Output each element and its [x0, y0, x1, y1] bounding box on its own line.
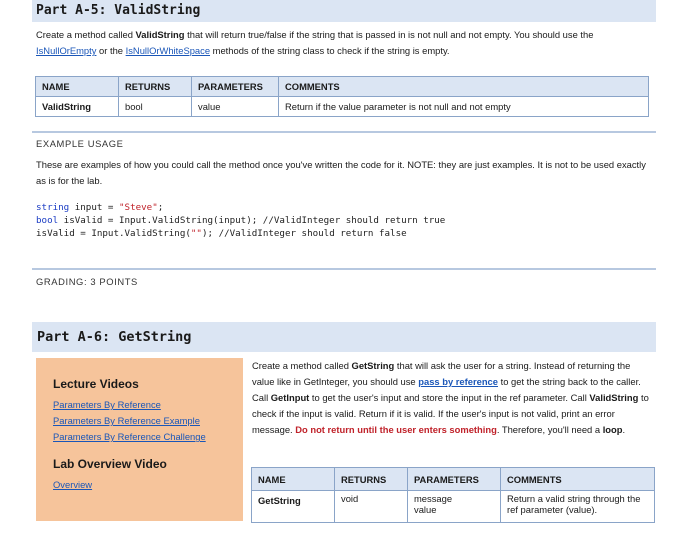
part-a6-header: Part A-6: GetString	[32, 322, 656, 352]
col-name: NAME	[36, 77, 119, 97]
cell-name: ValidString	[36, 97, 119, 117]
col-returns: RETURNS	[335, 468, 408, 491]
cell-returns: bool	[119, 97, 192, 117]
lecture-videos-title: Lecture Videos	[53, 377, 139, 391]
col-comments: COMMENTS	[501, 468, 655, 491]
col-parameters: PARAMETERS	[408, 468, 501, 491]
lab-overview-title: Lab Overview Video	[53, 457, 167, 471]
overview-link[interactable]: Overview	[53, 479, 93, 490]
col-returns: RETURNS	[119, 77, 192, 97]
table-header-row	[36, 77, 649, 97]
isnullorwhitespace-link[interactable]: IsNullOrWhiteSpace	[125, 45, 211, 56]
example-text: These are examples of how you could call the method once you've written the code for it. NOTE: they are just examples. It is not to be used exactly as is for the lab.	[36, 159, 646, 186]
grading-label: GRADING: 3 POINTS	[36, 276, 138, 287]
col-comments: COMMENTS	[279, 77, 649, 97]
table-row	[36, 97, 649, 117]
divider	[32, 268, 656, 270]
warning-text: Do not return until the user enters something	[295, 424, 497, 435]
a6-description: Create a method called GetString that will ask the user for a string. Instead of returning the value like in GetInteger, you should use pass by reference to get the string back to the caller. Call GetInput to get the user's input and store the input in the ref parameter. Call ValidString to check if the input is valid. Return if it is valid. If the user's input is not valid, print an error message. Do not return until the user enters something. Therefore, you'll need a loop.	[252, 360, 649, 435]
cell-name: GetString	[252, 491, 335, 523]
lecture-link[interactable]: Parameters By Reference Challenge	[53, 431, 206, 442]
lecture-link[interactable]: Parameters By Reference Example	[53, 415, 200, 426]
example-usage-label: EXAMPLE USAGE	[36, 138, 124, 149]
code-sample: string input = "Steve"; bool isValid = Input.ValidString(input); //ValidInteger should return true isValid = Input.ValidString(""); //ValidInteger should return false	[36, 202, 446, 239]
a5-intro: Create a method called ValidString that will return true/false if the string that is passed in is not null and not empty. You should use the IsNullOrEmpty or the IsNullOrWhiteSpace methods of the string class to check if the string is empty.	[36, 29, 594, 56]
cell-parameters: value	[192, 97, 279, 117]
table-row	[252, 491, 655, 523]
col-parameters: PARAMETERS	[192, 77, 279, 97]
divider	[32, 131, 656, 133]
pass-by-reference-link[interactable]: pass by reference	[418, 376, 498, 387]
cell-returns: void	[335, 491, 408, 523]
cell-comments: Return if the value parameter is not null and not empty	[279, 97, 649, 117]
cell-comments: Return a valid string through the ref parameter (value).	[501, 491, 655, 523]
a6-method-table	[251, 467, 655, 523]
a5-method-table	[35, 76, 649, 117]
isnullorempty-link[interactable]: IsNullOrEmpty	[36, 45, 97, 56]
col-name: NAME	[252, 468, 335, 491]
method-name: ValidString	[135, 29, 185, 40]
part-a5-header: Part A-5: ValidString	[32, 0, 656, 22]
lecture-link[interactable]: Parameters By Reference	[53, 399, 161, 410]
resources-sidebar	[36, 358, 243, 521]
cell-parameters: message value	[408, 491, 501, 523]
table-header-row	[252, 468, 655, 491]
